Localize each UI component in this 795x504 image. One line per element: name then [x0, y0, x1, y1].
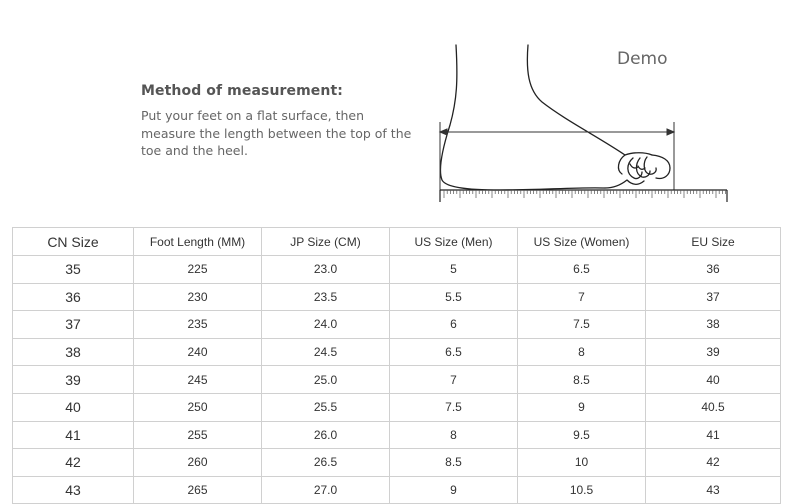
table-cell: 245 — [134, 366, 262, 394]
table-header-row — [13, 228, 781, 256]
table-cell: 7.5 — [518, 311, 646, 339]
table-cell: 7 — [518, 283, 646, 311]
table-row — [13, 393, 781, 421]
table-cell: 26.0 — [262, 421, 390, 449]
table-cell: 250 — [134, 393, 262, 421]
table-cell: 38 — [13, 338, 134, 366]
table-cell: 40 — [13, 393, 134, 421]
table-row — [13, 476, 781, 504]
column-header: US Size (Women) — [518, 228, 646, 256]
table-cell: 255 — [134, 421, 262, 449]
table-cell: 25.0 — [262, 366, 390, 394]
table-cell: 24.5 — [262, 338, 390, 366]
table-cell: 235 — [134, 311, 262, 339]
size-chart-table — [12, 227, 781, 504]
table-cell: 39 — [13, 366, 134, 394]
table-cell: 6 — [390, 311, 518, 339]
table-cell: 36 — [646, 256, 781, 284]
column-header: US Size (Men) — [390, 228, 518, 256]
method-description: Put your feet on a flat surface, then measure the length between the top of the toe and the heel. — [141, 108, 412, 158]
table-cell: 35 — [13, 256, 134, 284]
column-header: JP Size (CM) — [262, 228, 390, 256]
table-cell: 6.5 — [518, 256, 646, 284]
table-cell: 43 — [646, 476, 781, 504]
table-cell: 24.0 — [262, 311, 390, 339]
column-header: CN Size — [13, 228, 134, 256]
table-cell: 260 — [134, 449, 262, 477]
table-cell: 5.5 — [390, 283, 518, 311]
table-cell: 265 — [134, 476, 262, 504]
table-cell: 9 — [518, 393, 646, 421]
table-cell: 25.5 — [262, 393, 390, 421]
foot-measurement-illustration — [430, 40, 740, 210]
table-cell: 43 — [13, 476, 134, 504]
table-cell: 40 — [646, 366, 781, 394]
table-cell: 8 — [390, 421, 518, 449]
table-row — [13, 283, 781, 311]
table-cell: 10 — [518, 449, 646, 477]
table-cell: 9 — [390, 476, 518, 504]
table-row — [13, 449, 781, 477]
table-cell: 41 — [646, 421, 781, 449]
table-cell: 8.5 — [390, 449, 518, 477]
table-cell: 9.5 — [518, 421, 646, 449]
table-cell: 230 — [134, 283, 262, 311]
table-cell: 10.5 — [518, 476, 646, 504]
column-header: EU Size — [646, 228, 781, 256]
table-row — [13, 421, 781, 449]
table-cell: 23.5 — [262, 283, 390, 311]
table-cell: 7 — [390, 366, 518, 394]
table-cell: 36 — [13, 283, 134, 311]
table-cell: 41 — [13, 421, 134, 449]
table-cell: 225 — [134, 256, 262, 284]
table-cell: 8.5 — [518, 366, 646, 394]
table-row — [13, 311, 781, 339]
table-cell: 27.0 — [262, 476, 390, 504]
column-header: Foot Length (MM) — [134, 228, 262, 256]
table-cell: 23.0 — [262, 256, 390, 284]
table-cell: 5 — [390, 256, 518, 284]
table-cell: 6.5 — [390, 338, 518, 366]
table-cell: 7.5 — [390, 393, 518, 421]
table-cell: 26.5 — [262, 449, 390, 477]
method-title: Method of measurement: — [141, 83, 343, 99]
table-cell: 39 — [646, 338, 781, 366]
table-cell: 38 — [646, 311, 781, 339]
table-cell: 42 — [646, 449, 781, 477]
table-row — [13, 256, 781, 284]
table-cell: 8 — [518, 338, 646, 366]
table-cell: 42 — [13, 449, 134, 477]
table-cell: 37 — [646, 283, 781, 311]
table-cell: 37 — [13, 311, 134, 339]
table-row — [13, 338, 781, 366]
table-row — [13, 366, 781, 394]
table-cell: 240 — [134, 338, 262, 366]
table-cell: 40.5 — [646, 393, 781, 421]
demo-label: Demo — [617, 49, 668, 69]
